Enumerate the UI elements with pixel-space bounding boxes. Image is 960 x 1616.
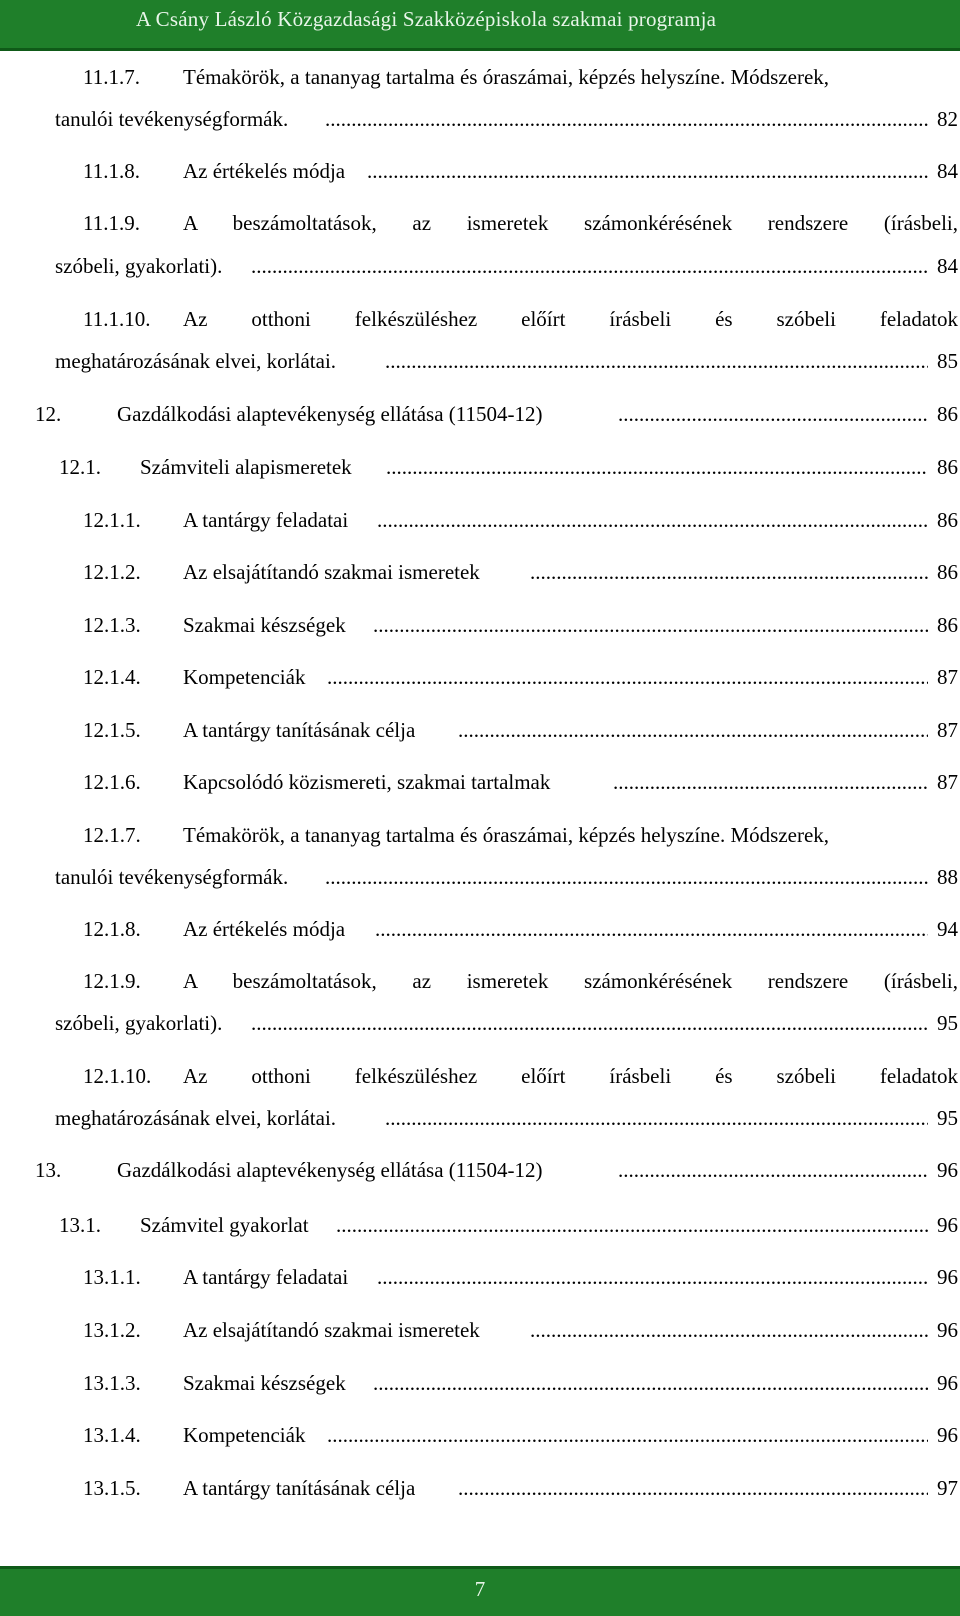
- toc-title: Az otthoni felkészüléshez előírt írásbeli és szóbeli feladatok: [183, 307, 958, 331]
- toc-entry[interactable]: [55, 607, 958, 643]
- toc-entry[interactable]: [55, 659, 958, 695]
- toc-page: 97: [937, 1476, 958, 1500]
- dot-leader: [373, 607, 928, 643]
- dot-leader: [327, 659, 928, 695]
- toc-page: 86: [937, 508, 958, 532]
- dot-leader: [530, 1312, 928, 1348]
- page-header: [0, 0, 960, 51]
- toc-title: Az otthoni felkészüléshez előírt írásbeli és szóbeli feladatok: [183, 1064, 958, 1088]
- toc-title: A tantárgy feladatai: [183, 1265, 349, 1289]
- toc-number: 12.: [35, 402, 62, 426]
- dot-leader: [385, 343, 928, 379]
- toc-page: 87: [937, 718, 958, 742]
- dot-leader: [251, 248, 928, 284]
- toc-page: 95: [937, 1106, 958, 1130]
- dot-leader: [325, 859, 928, 895]
- toc-number: 12.1.4.: [83, 665, 141, 689]
- toc-page: 96: [937, 1371, 958, 1395]
- toc-title: Az elsajátítandó szakmai ismeretek: [183, 560, 480, 584]
- toc-page: 85: [937, 349, 958, 373]
- toc-title: A tantárgy feladatai: [183, 508, 349, 532]
- toc-page: 82: [937, 107, 958, 131]
- toc-number: 12.1.9.: [83, 969, 141, 993]
- toc-page: 86: [937, 402, 958, 426]
- dot-leader: [386, 449, 928, 485]
- toc-title: Az értékelés módja: [183, 159, 346, 183]
- toc-title: szóbeli, gyakorlati).: [55, 254, 223, 278]
- toc-number: 13.: [35, 1158, 62, 1182]
- dot-leader: [613, 764, 928, 800]
- toc-number: 12.1.3.: [83, 613, 141, 637]
- toc-title: Gazdálkodási alaptevékenység ellátása (11504-12): [117, 1158, 543, 1182]
- toc-page: 88: [937, 865, 958, 889]
- toc-number: 11.1.8.: [83, 159, 140, 183]
- toc-number: 12.1.2.: [83, 560, 141, 584]
- toc-title: meghatározásának elvei, korlátai.: [55, 1106, 337, 1130]
- toc-title: Kapcsolódó közismereti, szakmai tartalmak: [183, 770, 551, 794]
- toc-entry[interactable]: [55, 712, 958, 748]
- toc-title: A tantárgy tanításának célja: [183, 1476, 416, 1500]
- toc-title: Kompetenciák: [183, 1423, 306, 1447]
- toc-title: Az elsajátítandó szakmai ismeretek: [183, 1318, 480, 1342]
- toc-entry-continuation[interactable]: [55, 1100, 958, 1136]
- toc-page: 96: [937, 1318, 958, 1342]
- toc-number: 12.1.6.: [83, 770, 141, 794]
- toc-page: 84: [937, 159, 958, 183]
- toc-entry[interactable]: [55, 554, 958, 590]
- toc-page: 96: [937, 1423, 958, 1447]
- dot-leader: [385, 1100, 928, 1136]
- toc-title: szóbeli, gyakorlati).: [55, 1011, 223, 1035]
- toc-entry[interactable]: [35, 1152, 958, 1188]
- dot-leader: [618, 1152, 928, 1188]
- header-title: A Csány László Közgazdasági Szakközépiskola szakmai programja: [136, 7, 717, 31]
- toc-title: tanulói tevékenységformák.: [55, 865, 289, 889]
- toc-page: 96: [937, 1213, 958, 1237]
- toc-title: Témakörök, a tananyag tartalma és óraszámai, képzés helyszíne. Módszerek,: [183, 65, 830, 89]
- toc-entry-continuation[interactable]: [55, 248, 958, 284]
- toc-page: 96: [937, 1265, 958, 1289]
- toc-page: 86: [937, 613, 958, 637]
- dot-leader: [373, 1365, 928, 1401]
- toc-page: 95: [937, 1011, 958, 1035]
- toc-entry[interactable]: [55, 153, 958, 189]
- toc-title: Szakmai készségek: [183, 613, 346, 637]
- toc-number: 11.1.9.: [83, 211, 140, 235]
- toc-page: 86: [937, 455, 958, 479]
- toc-title: Kompetenciák: [183, 665, 306, 689]
- toc-title: Számviteli alapismeretek: [140, 455, 352, 479]
- toc-page: 84: [937, 254, 958, 278]
- toc-number: 12.1.7.: [83, 823, 141, 847]
- page-number: 7: [474, 1577, 486, 1601]
- toc-page: 87: [937, 665, 958, 689]
- toc-entry[interactable]: [55, 502, 958, 538]
- toc-entry[interactable]: [55, 1312, 958, 1348]
- toc-entry[interactable]: [55, 911, 958, 947]
- toc-page: 96: [937, 1158, 958, 1182]
- toc-number: 11.1.10.: [83, 307, 151, 331]
- toc-number: 13.1.4.: [83, 1423, 141, 1447]
- dot-leader: [530, 554, 928, 590]
- toc-title: A beszámoltatások, az ismeretek számonkérésének rendszere (írásbeli,: [183, 969, 958, 993]
- toc-entry[interactable]: [55, 1058, 958, 1094]
- dot-leader: [336, 1207, 928, 1243]
- dot-leader: [377, 502, 928, 538]
- toc-number: 11.1.7.: [83, 65, 140, 89]
- toc-entry[interactable]: [55, 963, 958, 999]
- toc-number: 13.1.1.: [83, 1265, 141, 1289]
- toc-number: 13.1.: [59, 1213, 101, 1237]
- toc-entry[interactable]: [55, 817, 958, 853]
- dot-leader: [618, 396, 928, 432]
- dot-leader: [375, 911, 928, 947]
- toc-entry[interactable]: [55, 449, 958, 485]
- toc-entry[interactable]: [55, 59, 958, 95]
- toc-entry[interactable]: [55, 301, 958, 337]
- toc-entry-continuation[interactable]: [55, 343, 958, 379]
- toc-number: 12.1.10.: [83, 1064, 152, 1088]
- toc-entry-continuation[interactable]: [55, 1005, 958, 1041]
- toc-number: 12.1.5.: [83, 718, 141, 742]
- toc-entry[interactable]: [55, 1259, 958, 1295]
- toc-title: Az értékelés módja: [183, 917, 346, 941]
- toc-entry[interactable]: [55, 1207, 958, 1243]
- dot-leader: [377, 1259, 928, 1295]
- toc-title: Témakörök, a tananyag tartalma és óraszámai, képzés helyszíne. Módszerek,: [183, 823, 830, 847]
- toc-page: 87: [937, 770, 958, 794]
- dot-leader: [458, 712, 928, 748]
- dot-leader: [367, 153, 928, 189]
- toc-entry[interactable]: [55, 1417, 958, 1453]
- dot-leader: [458, 1470, 928, 1506]
- toc-entry[interactable]: [35, 396, 958, 432]
- toc-entry[interactable]: [55, 205, 958, 241]
- toc-number: 12.1.1.: [83, 508, 141, 532]
- toc-number: 13.1.5.: [83, 1476, 141, 1500]
- dot-leader: [327, 1417, 928, 1453]
- toc-title: Szakmai készségek: [183, 1371, 346, 1395]
- toc-entry-continuation[interactable]: [55, 101, 958, 137]
- toc-entry-continuation[interactable]: [55, 859, 958, 895]
- toc-title: A beszámoltatások, az ismeretek számonkérésének rendszere (írásbeli,: [183, 211, 958, 235]
- dot-leader: [251, 1005, 928, 1041]
- toc-number: 13.1.2.: [83, 1318, 141, 1342]
- toc-entry[interactable]: [55, 764, 958, 800]
- toc-number: 13.1.3.: [83, 1371, 141, 1395]
- toc-number: 12.1.: [59, 455, 101, 479]
- toc-title: A tantárgy tanításának célja: [183, 718, 416, 742]
- toc-title: Számvitel gyakorlat: [140, 1213, 309, 1237]
- toc-title: meghatározásának elvei, korlátai.: [55, 349, 337, 373]
- toc-title: Gazdálkodási alaptevékenység ellátása (11504-12): [117, 402, 543, 426]
- toc-title: tanulói tevékenységformák.: [55, 107, 289, 131]
- page-footer: [0, 1566, 960, 1616]
- toc-entry[interactable]: [55, 1470, 958, 1506]
- toc-page: 86: [937, 560, 958, 584]
- toc-number: 12.1.8.: [83, 917, 141, 941]
- dot-leader: [325, 101, 928, 137]
- toc-entry[interactable]: [55, 1365, 958, 1401]
- toc-page: 94: [937, 917, 958, 941]
